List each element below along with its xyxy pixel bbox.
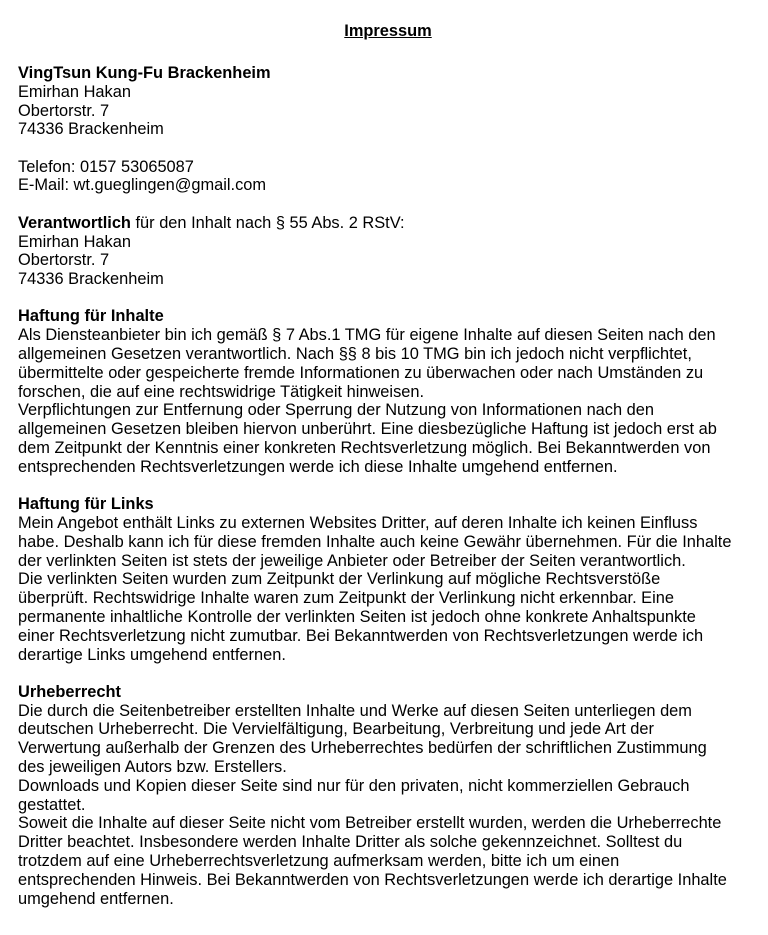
paragraph-line: Soweit die Inhalte auf dieser Seite nicht vom Betreiber erstellt wurden, werden die Urheberrechte [18, 814, 722, 833]
paragraph-line: Die durch die Seitenbetreiber erstellten Inhalte und Werke auf diesen Seiten unterliegen dem [18, 701, 692, 720]
paragraph-line: allgemeinen Gesetzen verantwortlich. Nach §§ 8 bis 10 TMG bin ich jedoch nicht verpflichtet, [18, 345, 692, 364]
paragraph-line: gestattet. [18, 795, 86, 814]
paragraph-line: habe. Deshalb kann ich für diese fremden Inhalte auch keine Gewähr übernehmen. Für die Inhalte [18, 532, 732, 551]
paragraph-line: Verpflichtungen zur Entfernung oder Sperrung der Nutzung von Informationen nach den [18, 401, 655, 420]
responsible-block [18, 214, 758, 289]
page-title: Impressum [344, 22, 432, 40]
responsible-line [18, 214, 758, 233]
paragraph-line: Mein Angebot enthält Links zu externen Websites Dritter, auf deren Inhalte ich keinen Einfluss [18, 513, 698, 532]
paragraph-line: des jeweiligen Autors bzw. Erstellers. [18, 758, 287, 776]
paragraph-line: permanente inhaltliche Kontrolle der verlinkten Seiten ist jedoch ohne konkrete Anhaltspunkte [18, 607, 696, 626]
paragraph-line: Als Diensteanbieter bin ich gemäß § 7 Abs.1 TMG für eigene Inhalte auf diesen Seiten nach den [18, 326, 716, 345]
paragraph-line: deutschen Urheberrecht. Die Vervielfältigung, Bearbeitung, Verbreitung und jede Art der [18, 720, 654, 739]
spacer [18, 477, 758, 496]
paragraph-line: entsprechenden Rechtsverletzungen werde ich diese Inhalte umgehend entfernen. [18, 457, 618, 476]
organization-name: VingTsun Kung-Fu Brackenheim [18, 64, 271, 82]
spacer [18, 41, 758, 64]
city-address: 74336 Brackenheim [18, 120, 164, 139]
section-heading: Urheberrecht [18, 682, 121, 701]
paragraph-line: einer Rechtsverletzung nicht zumutbar. Bei Bekanntwerden von Rechtsverletzungen werde ich [18, 626, 704, 645]
paragraph-line: derartige Links umgehend entfernen. [18, 645, 286, 664]
paragraph-line: Die verlinkten Seiten wurden zum Zeitpunkt der Verlinkung auf mögliche Rechtsverstöße [18, 570, 661, 589]
paragraph-line: Downloads und Kopien dieser Seite sind nur für den privaten, nicht kommerziellen Gebrauch [18, 776, 690, 795]
paragraph-line: entsprechenden Hinweis. Bei Bekanntwerden von Rechtsverletzungen werde ich derartige Inhalte [18, 870, 727, 889]
responsible-street: Obertorstr. 7 [18, 251, 110, 270]
responsible-city: 74336 Brackenheim [18, 270, 164, 289]
paragraph-line: Dritter beachtet. Insbesondere werden Inhalte Dritter als solche gekennzeichnet. Solltest du [18, 833, 683, 852]
contact-block [18, 158, 758, 196]
spacer [18, 139, 758, 158]
address-block [18, 64, 758, 139]
responsible-name: Emirhan Hakan [18, 232, 131, 251]
spacer [18, 289, 758, 308]
paragraph-line: der verlinkten Seiten ist stets der jeweilige Anbieter oder Betreiber der Seiten verantwortlich. [18, 551, 686, 570]
spacer [18, 195, 758, 214]
paragraph-line: Verwertung außerhalb der Grenzen des Urheberrechtes bedürfen der schriftlichen Zustimmung [18, 739, 707, 758]
phone-line: Telefon: 0157 53065087 [18, 157, 194, 176]
paragraph-line: überprüft. Rechtswidrige Inhalte waren zum Zeitpunkt der Verlinkung nicht erkennbar. Eine [18, 589, 674, 608]
street-address: Obertorstr. 7 [18, 101, 110, 120]
responsible-label: Verantwortlich [18, 213, 131, 232]
paragraph-line: umgehend entfernen. [18, 889, 174, 908]
section-heading: Haftung für Links [18, 495, 154, 514]
section-heading: Haftung für Inhalte [18, 307, 164, 326]
responsible-text: für den Inhalt nach § 55 Abs. 2 RStV: [130, 213, 405, 232]
paragraph-line: dem Zeitpunkt der Kenntnis einer konkreten Rechtsverletzung möglich. Bei Bekanntwerden von [18, 439, 711, 458]
section-haftung-inhalte [18, 307, 758, 476]
email-line: E-Mail: wt.gueglingen@gmail.com [18, 176, 267, 195]
paragraph-line: trotzdem auf eine Urheberrechtsverletzung aufmerksam werden, bitte ich um einen [18, 851, 620, 870]
owner-name: Emirhan Hakan [18, 82, 131, 101]
section-haftung-links [18, 495, 758, 664]
paragraph-line: allgemeinen Gesetzen bleiben hiervon unberührt. Eine diesbezügliche Haftung ist jedoch erst ab [18, 420, 717, 439]
section-urheberrecht [18, 683, 758, 909]
paragraph-line: forschen, die auf eine rechtswidrige Tätigkeit hinweisen. [18, 382, 425, 401]
spacer [18, 664, 758, 683]
paragraph-line: übermittelte oder gespeicherte fremde Informationen zu überwachen oder nach Umständen zu [18, 363, 704, 382]
